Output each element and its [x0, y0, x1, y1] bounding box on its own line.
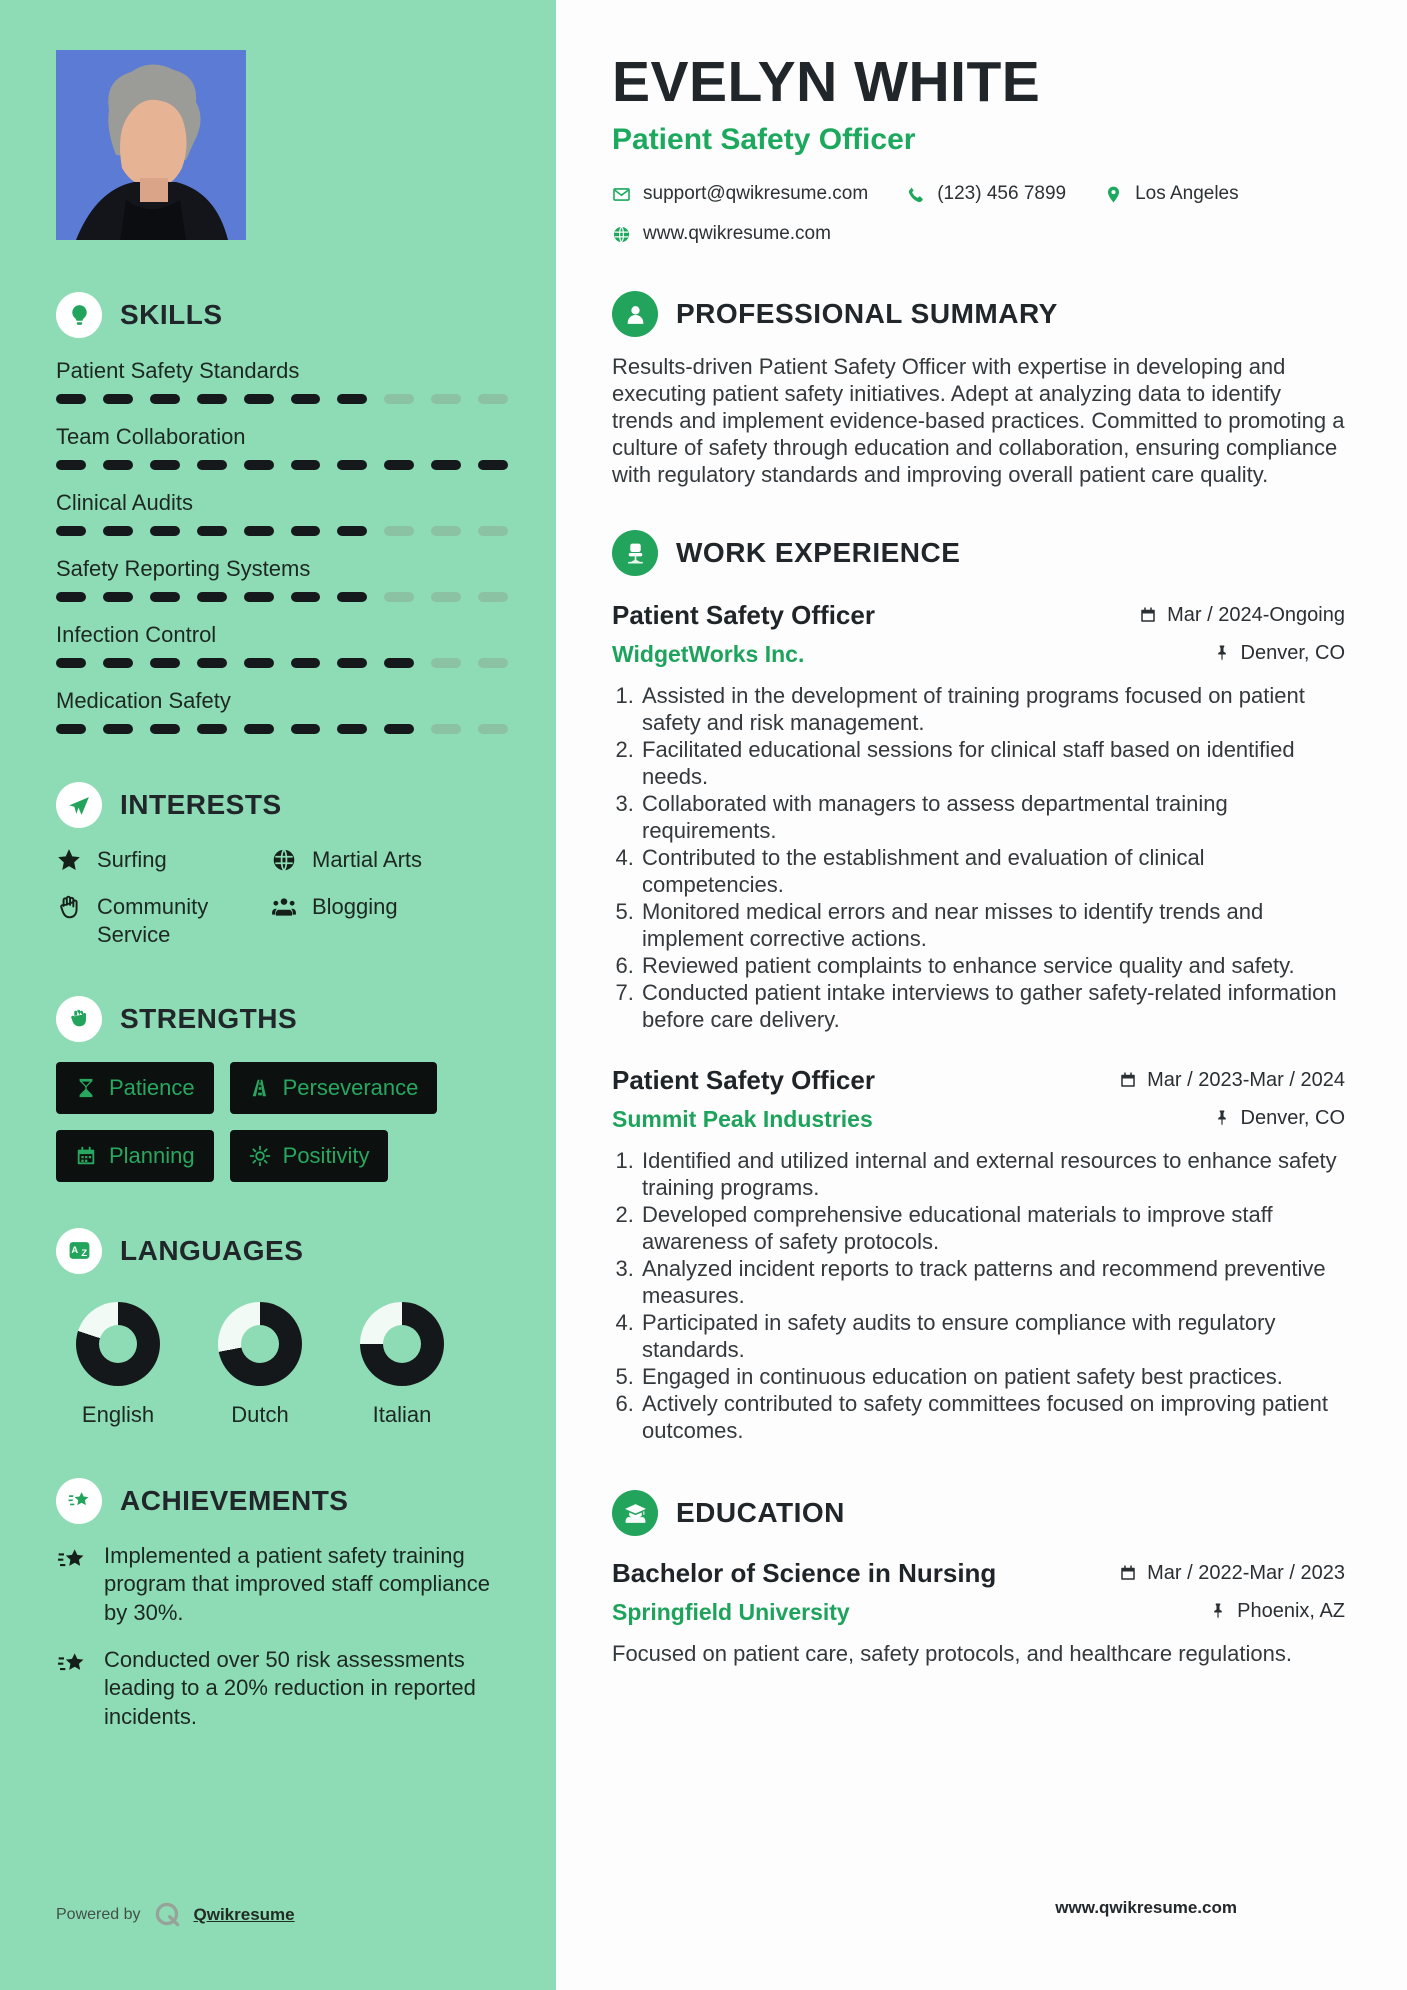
person-icon — [612, 291, 658, 337]
languages-list — [56, 1302, 508, 1428]
skill-dash-filled — [291, 658, 321, 668]
language-donut-chart — [76, 1302, 160, 1386]
skill-level-meter — [56, 658, 508, 668]
job-role: Patient Safety Officer — [612, 600, 875, 630]
skill-label: Clinical Audits — [56, 490, 193, 515]
skill-dash-filled — [56, 526, 86, 536]
skill-dash-filled — [197, 526, 227, 536]
school-name: Springfield University — [612, 1599, 850, 1625]
interest-item — [271, 846, 508, 875]
calendar-icon — [1119, 1564, 1137, 1582]
languages-section — [56, 1228, 508, 1428]
skill-dash-filled — [56, 394, 86, 404]
website-link[interactable]: www.qwikresume.com — [643, 223, 831, 244]
skill-item — [56, 622, 508, 668]
skill-label: Safety Reporting Systems — [56, 556, 311, 581]
map-pin-icon — [1104, 185, 1123, 204]
skill-dash-empty — [431, 724, 461, 734]
sun-icon — [249, 1145, 271, 1167]
strength-chip — [56, 1062, 214, 1114]
strengths-title: STRENGTHS — [120, 1002, 298, 1034]
footer-website: www.qwikresume.com — [1055, 1898, 1237, 1917]
language-item — [218, 1302, 302, 1428]
skill-dash-filled — [478, 460, 508, 470]
language-item — [76, 1302, 160, 1428]
skill-dash-filled — [150, 460, 180, 470]
job-dates-text: Mar / 2024-Ongoing — [1167, 603, 1345, 626]
strengths-header — [56, 996, 508, 1042]
job-title-row — [612, 600, 1345, 631]
job-bullet-list — [612, 682, 1345, 1033]
shooting-star-icon — [56, 1648, 88, 1680]
interest-label: Surfing — [97, 847, 167, 872]
skill-dash-empty — [478, 724, 508, 734]
experience-section — [612, 530, 1345, 1444]
company-name: WidgetWorks Inc. — [612, 641, 805, 667]
skill-item — [56, 490, 508, 536]
skill-dash-filled — [244, 724, 274, 734]
powered-by-label: Powered by — [56, 1905, 141, 1923]
globe-icon — [271, 847, 297, 873]
education-degree-row — [612, 1558, 1345, 1589]
skill-dash-filled — [150, 592, 180, 602]
skill-dash-empty — [478, 526, 508, 536]
bullet-item: 3. Analyzed incident reports to track patterns and recommend preventive measures. — [640, 1255, 1345, 1309]
skill-dash-filled — [150, 658, 180, 668]
interest-label: Martial Arts — [312, 847, 423, 872]
donut-hole — [99, 1325, 137, 1363]
calendar-icon — [1119, 1071, 1137, 1089]
hourglass-icon — [75, 1077, 97, 1099]
skill-dash-filled — [150, 394, 180, 404]
skill-label: Team Collaboration — [56, 424, 246, 449]
bullet-item: 2. Facilitated educational sessions for clinical staff based on identified needs. — [640, 736, 1345, 790]
skill-item — [56, 688, 508, 734]
skill-dash-empty — [478, 592, 508, 602]
skill-dash-filled — [197, 460, 227, 470]
skill-dash-filled — [244, 526, 274, 536]
skill-dash-filled — [291, 460, 321, 470]
bullet-item: 6. Actively contributed to safety committees focused on improving patient outcomes. — [640, 1390, 1345, 1444]
degree-name: Bachelor of Science in Nursing — [612, 1558, 997, 1588]
interests-list — [56, 846, 508, 950]
interest-label: Blogging — [312, 893, 398, 919]
skill-dash-filled — [291, 394, 321, 404]
skill-dash-filled — [337, 526, 367, 536]
strength-chip — [230, 1130, 389, 1182]
hand-icon — [56, 894, 82, 920]
education-description: Focused on patient care, safety protocols, and healthcare regulations. — [612, 1641, 1292, 1666]
achievements-header — [56, 1478, 508, 1524]
language-label: English — [81, 1401, 155, 1427]
skill-dash-filled — [384, 460, 414, 470]
job-location-text: Denver, CO — [1240, 641, 1345, 664]
footer-powered-by — [56, 1901, 295, 1928]
graduate-icon — [612, 1490, 658, 1536]
skill-item — [56, 556, 508, 602]
skill-dash-filled — [103, 526, 133, 536]
skill-dash-filled — [103, 460, 133, 470]
achievement-text: Conducted over 50 risk assessments leading to a 20% reduction in reported incidents. — [104, 1646, 476, 1729]
skill-dash-filled — [244, 592, 274, 602]
calendar-icon — [1139, 606, 1157, 624]
strength-label: Perseverance — [282, 1074, 419, 1100]
skill-dash-filled — [337, 460, 367, 470]
skill-dash-filled — [337, 394, 367, 404]
achievement-text: Implemented a patient safety training program that improved staff compliance by 30%. — [104, 1542, 490, 1625]
achievements-title: ACHIEVEMENTS — [120, 1484, 349, 1516]
skill-dash-filled — [150, 526, 180, 536]
skill-level-meter — [56, 460, 508, 470]
job-location — [1213, 1107, 1345, 1130]
skill-item — [56, 424, 508, 470]
interest-item — [271, 893, 508, 950]
skill-dash-empty — [478, 658, 508, 668]
education-school-row — [612, 1599, 1345, 1626]
bullet-item: 5. Monitored medical errors and near misses to identify trends and implement corrective actions. — [640, 898, 1345, 952]
donut-hole — [383, 1325, 421, 1363]
qwikresume-logo-icon — [154, 1901, 181, 1928]
skill-dash-empty — [478, 394, 508, 404]
contact-email — [612, 183, 868, 205]
skill-dash-filled — [244, 460, 274, 470]
skill-dash-filled — [103, 658, 133, 668]
skill-dash-filled — [56, 460, 86, 470]
achievement-item — [56, 1542, 508, 1628]
languages-title: LANGUAGES — [120, 1234, 304, 1266]
skill-dash-filled — [56, 592, 86, 602]
skill-dash-empty — [431, 592, 461, 602]
skill-dash-empty — [384, 526, 414, 536]
main-column — [556, 0, 1407, 1990]
contact-row — [612, 183, 1345, 205]
skill-dash-filled — [150, 724, 180, 734]
achievement-item — [56, 1646, 508, 1732]
summary-section — [612, 291, 1345, 488]
education-header — [612, 1490, 1345, 1536]
skill-dash-filled — [291, 724, 321, 734]
resume-header — [612, 50, 1345, 245]
bullet-item: 5. Engaged in continuous education on patient safety best practices. — [640, 1363, 1345, 1390]
bullet-item: 4. Participated in safety audits to ensure compliance with regulatory standards. — [640, 1309, 1345, 1363]
skills-header — [56, 292, 508, 338]
skill-dash-empty — [431, 526, 461, 536]
lightbulb-icon — [56, 292, 102, 338]
skill-dash-filled — [384, 658, 414, 668]
svg-text:A: A — [70, 1245, 78, 1256]
contact-row — [612, 223, 1345, 245]
contact-phone — [906, 183, 1066, 205]
skill-dash-filled — [291, 592, 321, 602]
skills-section — [56, 292, 508, 734]
job-location — [1213, 642, 1345, 665]
skill-dash-empty — [431, 658, 461, 668]
bullet-item: 3. Collaborated with managers to assess departmental training requirements. — [640, 790, 1345, 844]
skill-dash-filled — [337, 592, 367, 602]
interests-header — [56, 782, 508, 828]
envelope-icon — [612, 185, 631, 204]
skill-label: Patient Safety Standards — [56, 358, 300, 383]
job-bullet-list — [612, 1147, 1345, 1444]
shooting-star-icon — [56, 1478, 102, 1524]
strength-chip — [230, 1062, 438, 1114]
location-text: Los Angeles — [1135, 183, 1239, 204]
skill-dash-empty — [384, 394, 414, 404]
skill-level-meter — [56, 592, 508, 602]
bullet-item: 4. Contributed to the establishment and evaluation of clinical competencies. — [640, 844, 1345, 898]
summary-header — [612, 291, 1345, 337]
interests-title: INTERESTS — [120, 789, 282, 820]
job-dates-text: Mar / 2023-Mar / 2024 — [1147, 1068, 1345, 1091]
phone-number: (123) 456 7899 — [937, 183, 1067, 204]
education-location-text: Phoenix, AZ — [1237, 1599, 1345, 1622]
skill-dash-filled — [103, 724, 133, 734]
qwikresume-link[interactable]: Qwikresume — [193, 1904, 295, 1924]
skill-dash-filled — [56, 658, 86, 668]
interest-item — [56, 893, 271, 950]
job-entry — [612, 1065, 1345, 1444]
skill-dash-filled — [337, 658, 367, 668]
person-job-title: Patient Safety Officer — [612, 123, 916, 156]
email-link[interactable]: support@qwikresume.com — [643, 183, 869, 204]
achievements-section — [56, 1478, 508, 1732]
language-item — [360, 1302, 444, 1428]
job-location-text: Denver, CO — [1240, 1106, 1345, 1129]
fist-icon — [56, 996, 102, 1042]
skill-label: Infection Control — [56, 622, 217, 647]
summary-text: Results-driven Patient Safety Officer with expertise in developing and executing patient safety initiatives. Adept at analyzing data to identify trends and implement evidence-based practices. Committed to promoting a culture of safety through education and collaboration, ensuring compliance with regulatory standards and improving overall patient care quality. — [612, 354, 1345, 487]
skill-dash-filled — [244, 394, 274, 404]
translate-icon — [56, 1228, 102, 1274]
pushpin-icon — [1209, 1602, 1227, 1620]
job-dates — [1139, 604, 1345, 627]
job-role: Patient Safety Officer — [612, 1065, 875, 1095]
calendar-icon — [75, 1145, 97, 1167]
contact-location — [1104, 183, 1239, 205]
skill-dash-empty — [384, 592, 414, 602]
svg-text:Z: Z — [80, 1248, 87, 1259]
pushpin-icon — [1213, 644, 1231, 662]
skills-title: SKILLS — [120, 299, 223, 330]
donut-hole — [241, 1325, 279, 1363]
language-donut-chart — [360, 1302, 444, 1386]
company-name: Summit Peak Industries — [612, 1106, 873, 1132]
bullet-item: 2. Developed comprehensive educational materials to improve staff awareness of safety protocols. — [640, 1201, 1345, 1255]
road-icon — [249, 1077, 271, 1099]
strengths-section — [56, 996, 508, 1182]
person-name: EVELYN WHITE — [612, 50, 1041, 114]
globe-icon — [612, 225, 631, 244]
job-dates — [1119, 1069, 1345, 1092]
interest-label: Community Service — [97, 893, 209, 948]
education-dates — [1119, 1562, 1345, 1585]
skill-label: Medication Safety — [56, 688, 231, 713]
interests-section — [56, 782, 508, 950]
job-entry — [612, 600, 1345, 1033]
pushpin-icon — [1213, 1109, 1231, 1127]
skill-dash-filled — [384, 724, 414, 734]
skill-dash-filled — [103, 592, 133, 602]
skill-dash-filled — [197, 592, 227, 602]
education-dates-text: Mar / 2022-Mar / 2023 — [1147, 1561, 1345, 1584]
paper-plane-icon — [56, 782, 102, 828]
skill-dash-filled — [337, 724, 367, 734]
bullet-item: 6. Reviewed patient complaints to enhance service quality and safety. — [640, 952, 1345, 979]
education-entry — [612, 1558, 1345, 1667]
strength-chip — [56, 1130, 214, 1182]
sidebar — [0, 0, 556, 1990]
shooting-star-icon — [56, 1544, 88, 1576]
language-label: Dutch — [231, 1401, 289, 1427]
skill-level-meter — [56, 724, 508, 734]
job-company-row — [612, 1106, 1345, 1133]
skill-dash-filled — [197, 658, 227, 668]
education-location — [1209, 1600, 1345, 1623]
skill-dash-filled — [56, 724, 86, 734]
star-icon — [56, 847, 82, 873]
skill-item — [56, 358, 508, 404]
skill-dash-filled — [197, 724, 227, 734]
users-icon — [271, 894, 297, 920]
bullet-item: 7. Conducted patient intake interviews to gather safety-related information before care delivery. — [640, 979, 1345, 1033]
skills-list — [56, 358, 508, 734]
skill-dash-filled — [103, 394, 133, 404]
education-title: EDUCATION — [676, 1497, 845, 1528]
strength-label: Patience — [109, 1074, 195, 1100]
education-section — [612, 1490, 1345, 1667]
skill-dash-empty — [431, 394, 461, 404]
interest-item — [56, 846, 271, 875]
skill-level-meter — [56, 394, 508, 404]
bullet-item: 1. Identified and utilized internal and external resources to enhance safety training programs. — [640, 1147, 1345, 1201]
office-chair-icon — [612, 530, 658, 576]
job-title-row — [612, 1065, 1345, 1096]
language-label: Italian — [372, 1401, 432, 1427]
profile-photo — [56, 50, 246, 240]
experience-title: WORK EXPERIENCE — [676, 537, 961, 568]
strength-label: Planning — [109, 1142, 195, 1168]
experience-header — [612, 530, 1345, 576]
skill-dash-filled — [197, 394, 227, 404]
contact-website — [612, 223, 831, 245]
skill-dash-filled — [431, 460, 461, 470]
phone-icon — [906, 185, 925, 204]
strengths-list — [56, 1062, 508, 1182]
skill-dash-filled — [291, 526, 321, 536]
strength-label: Positivity — [282, 1142, 370, 1168]
skill-level-meter — [56, 526, 508, 536]
language-donut-chart — [218, 1302, 302, 1386]
bullet-item: 1. Assisted in the development of training programs focused on patient safety and risk management. — [640, 682, 1345, 736]
languages-header — [56, 1228, 508, 1274]
skill-dash-filled — [244, 658, 274, 668]
summary-title: PROFESSIONAL SUMMARY — [676, 298, 1058, 329]
job-company-row — [612, 641, 1345, 668]
